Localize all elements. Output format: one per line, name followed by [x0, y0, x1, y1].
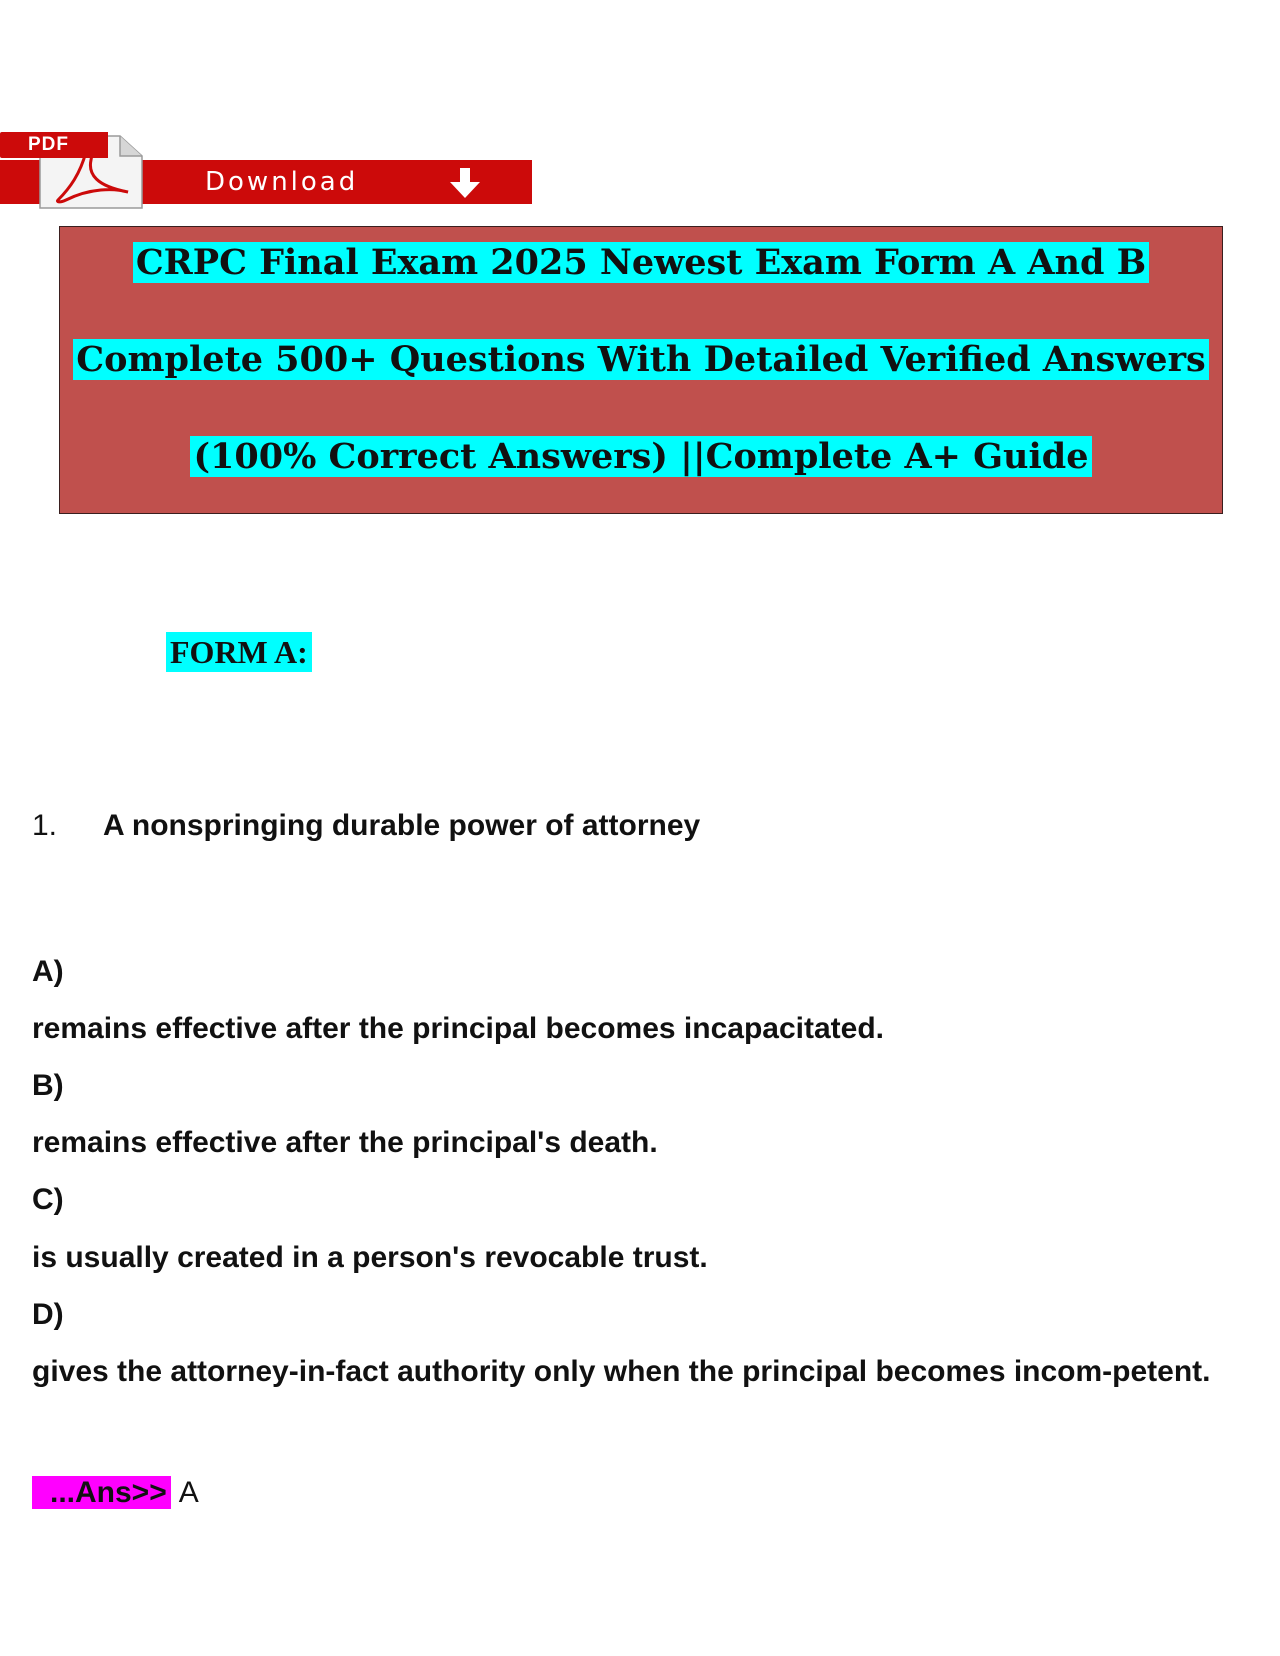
title-text-2: Complete 500+ Questions With Detailed Verified Answers [73, 339, 1208, 380]
answer-row [32, 1473, 199, 1513]
option-letter-d: D) [32, 1298, 64, 1331]
download-label[interactable]: Download [205, 167, 359, 197]
pdf-download-banner[interactable] [0, 128, 532, 212]
question-text: A nonspringing durable power of attorney [103, 809, 701, 842]
title-text-1: CRPC Final Exam 2025 Newest Exam Form A And B [133, 242, 1149, 283]
option-text-c: is usually created in a person's revocable trust. [32, 1241, 708, 1274]
option-letter-c: C) [32, 1183, 64, 1216]
title-text-3: (100% Correct Answers) ||Complete A+ Guide [190, 436, 1091, 477]
option-text-d: gives the attorney-in-fact authority only when the principal becomes incom-petent. [32, 1355, 1211, 1388]
answer-value: A [178, 1476, 199, 1509]
option-text-a: remains effective after the principal becomes incapacitated. [32, 1012, 884, 1045]
pdf-label: PDF [0, 132, 108, 158]
title-line-1 [60, 239, 1222, 287]
option-text-b: remains effective after the principal's death. [32, 1126, 658, 1159]
title-line-3 [60, 433, 1222, 481]
option-letter-a: A) [32, 955, 64, 988]
answer-label: ...Ans>> [32, 1476, 171, 1509]
option-letter-b: B) [32, 1069, 64, 1102]
section-heading: FORM A: [166, 632, 312, 672]
download-arrow-icon[interactable] [448, 168, 482, 198]
title-box [59, 226, 1223, 514]
title-line-2 [60, 336, 1222, 384]
question-number: 1. [32, 809, 58, 842]
